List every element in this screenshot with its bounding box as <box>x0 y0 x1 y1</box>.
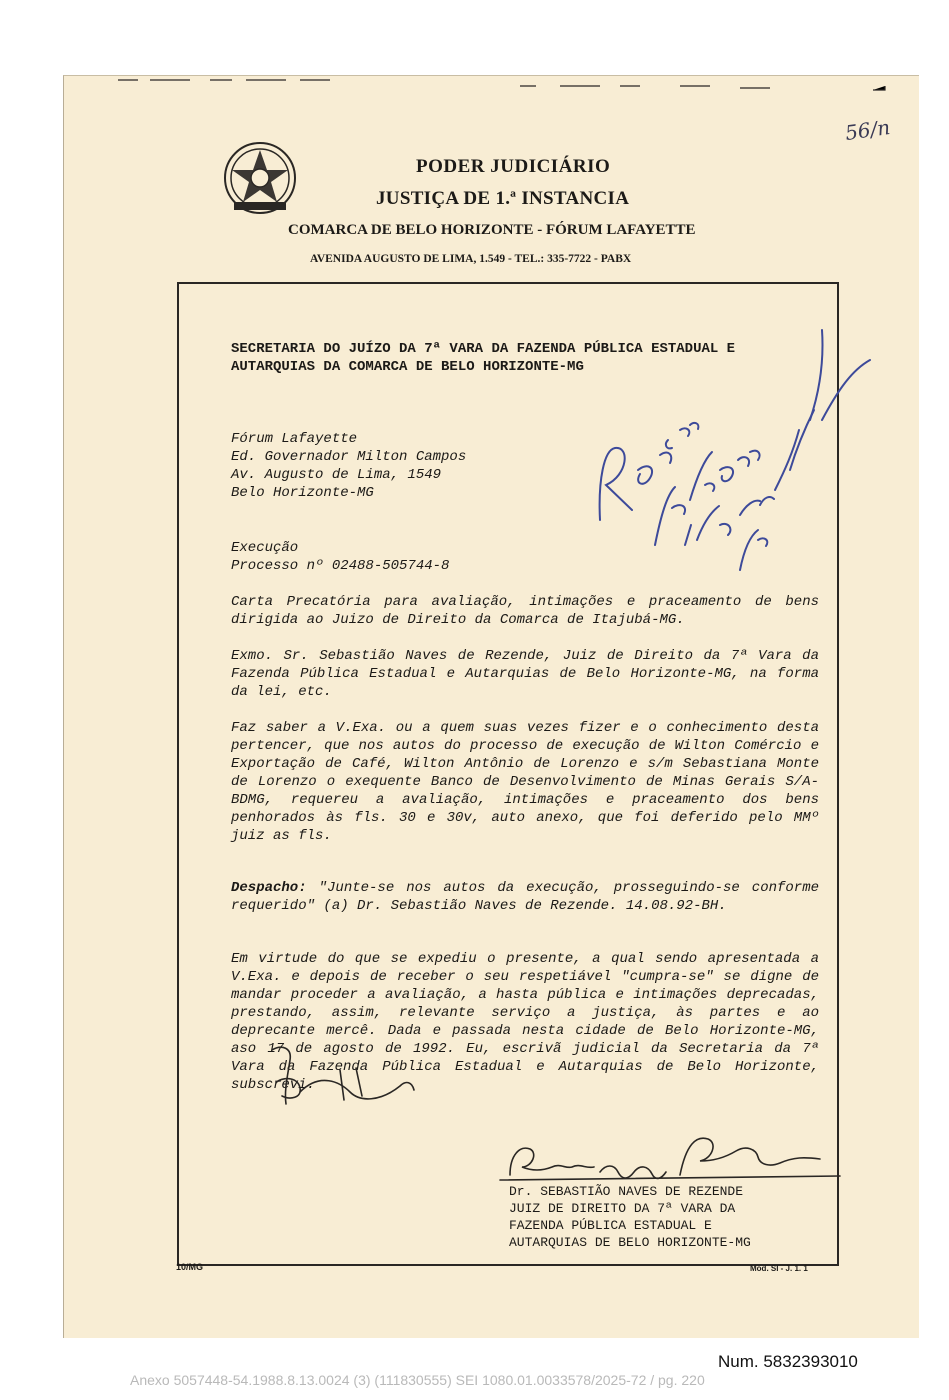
judge-name: Dr. SEBASTIÃO NAVES DE REZENDE <box>509 1184 744 1199</box>
paragraph-closing: Em virtude do que se expediu o presente, a qual sendo apresentada a V.Exa. e depois de receber o seu respetiável "cumpra-se" se digne de mandar proceder a avaliação, a hasta pública e intimações deprecadas, prestando, assim, relevante serviço a justiça, às partes e ao deprecante mercê. Dada e passada nesta cidade de Belo Horizonte-MG, aso 17 de agosto de 1992. Eu, escrivã judicial da Secretaria da 7ª Vara da Fazenda Pública Estadual e Autarquias de Belo Horizonte, subscrevi. <box>231 951 819 1093</box>
form-code-left: 10/MG <box>176 1262 204 1272</box>
document-number: Num. 5832393010 <box>718 1352 858 1371</box>
paragraph-faz-saber: Faz saber a V.Exa. ou a quem suas vezes fizer e o conhecimento desta pertencer, que nos autos do processo de execução de Wilton Comércio e Exportação de Café, Wilton Antônio de Lorenzo e s/m Sebastiana Monte de Lorenzo o exequente Banco de Desenvolvimento de Minas Gerais S/A-BDMG, requereu a avaliação, intimações e praceamento dos bens penhorados às fls. 30 e 30v, auto anexo, que foi deferido pelo MMº juiz as fls. <box>231 720 819 844</box>
form-code-right: Mod. SI - J. 1. 1 <box>750 1264 808 1273</box>
process-number: Processo nº 02488-505744-8 <box>231 558 450 574</box>
process-type: Execução <box>231 540 299 556</box>
page-number-handwritten: 56/n <box>843 114 892 146</box>
judge-title: AUTARQUIAS DE BELO HORIZONTE-MG <box>509 1235 751 1250</box>
judge-handwritten-signature <box>500 1138 840 1180</box>
address-line: Ed. Governador Milton Campos <box>231 449 467 465</box>
address-line: Av. Augusto de Lima, 1549 <box>231 467 442 483</box>
receipt-note-handwriting <box>600 330 870 570</box>
letterhead-title: PODER JUDICIÁRIO <box>416 156 611 177</box>
footer-reference: Anexo 5057448-54.1988.8.13.0024 (3) (111830555) SEI 1080.01.0033578/2025-72 / pg. 220 <box>130 1372 705 1388</box>
judge-title: JUIZ DE DIREITO DA 7ª VARA DA <box>509 1201 736 1216</box>
clerk-signature <box>272 1047 414 1104</box>
address-line: Belo Horizonte-MG <box>231 485 374 501</box>
scan-noise-marks <box>118 80 885 90</box>
paragraph-addressee: Exmo. Sr. Sebastião Naves de Rezende, Juiz de Direito da 7ª Vara da Fazenda Pública Estadual e Autarquias de Belo Horizonte-MG, na forma da lei, etc. <box>231 648 819 700</box>
letterhead-comarca: COMARCA DE BELO HORIZONTE - FÓRUM LAFAYETTE <box>288 222 696 238</box>
address-line: Fórum Lafayette <box>231 431 358 447</box>
paragraph-carta-precatoria: Carta Precatória para avaliação, intimações e praceamento de bens dirigida ao Juizo de Direito da Comarca de Itajubá-MG. <box>231 594 819 628</box>
secretariat-header: SECRETARIA DO JUÍZO DA 7ª VARA DA FAZENDA PÚBLICA ESTADUAL E AUTARQUIAS DA COMARCA DE BELO HORIZONTE-MG <box>231 341 736 375</box>
letterhead-address: AVENIDA AUGUSTO DE LIMA, 1.549 - TEL.: 335-7722 - PABX <box>310 253 632 265</box>
judge-title: FAZENDA PÚBLICA ESTADUAL E <box>509 1218 712 1233</box>
letterhead-subtitle: JUSTIÇA DE 1.ª INSTANCIA <box>376 188 630 209</box>
despacho-text: "Junte-se nos autos da execução, prosseguindo-se conforme requerido" (a) Dr. Sebastião Naves de Rezende. 14.08.92-BH. <box>231 880 819 914</box>
despacho-label: Despacho: <box>231 880 307 896</box>
